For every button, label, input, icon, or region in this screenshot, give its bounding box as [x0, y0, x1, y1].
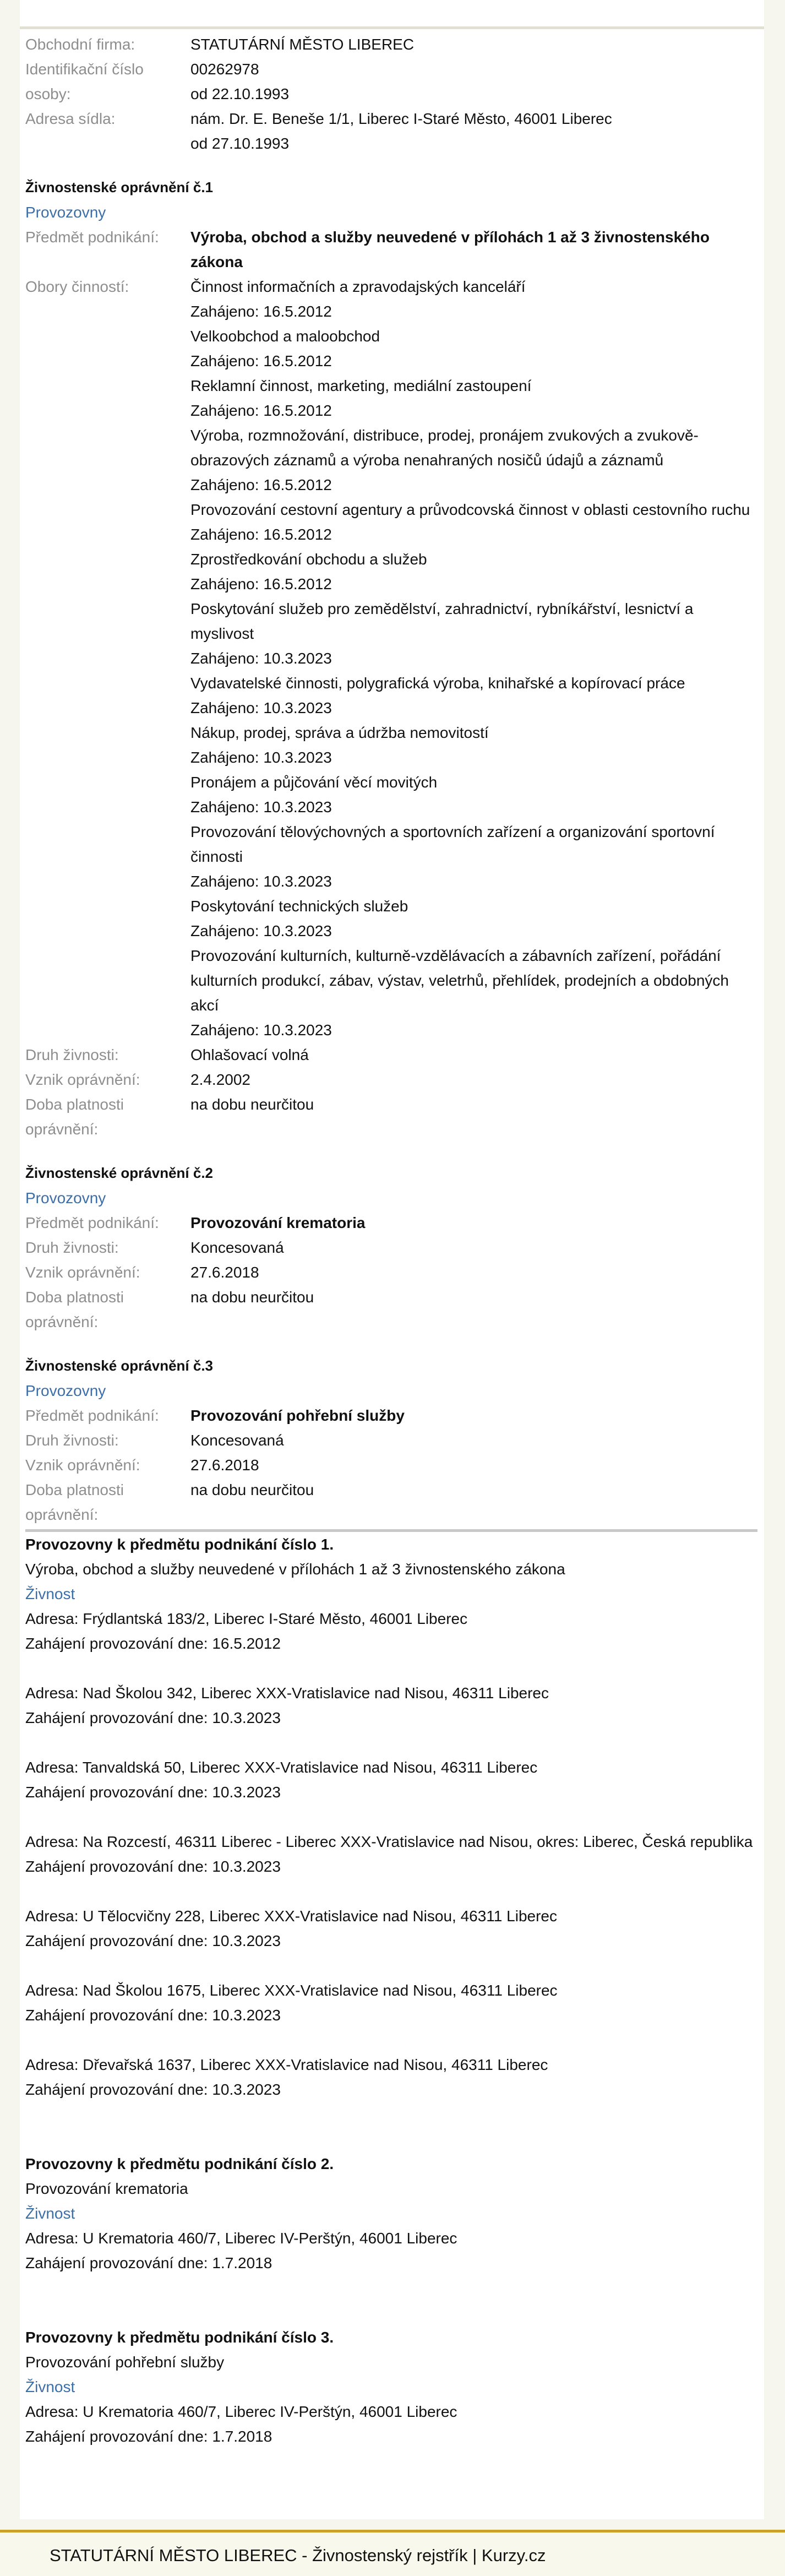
field-label: Obchodní firma: — [25, 36, 135, 53]
type-row — [25, 1235, 757, 1260]
premises-title: Provozovny k předmětu podnikání číslo 2. — [25, 2155, 334, 2172]
field-label: Doba platnosti oprávnění: — [25, 1481, 124, 1523]
trade-type: Ohlašovací volná — [190, 1046, 309, 1063]
license-2 — [25, 1161, 757, 1334]
premises-start: Zahájení provozování dne: 10.3.2023 — [25, 1784, 281, 1801]
premises-address: Adresa: Na Rozcestí, 46311 Liberec - Liberec XXX-Vratislavice nad Nisou, okres: Liberec, Česká republika — [25, 1833, 753, 1850]
activity-name: Poskytování technických služeb — [190, 898, 408, 915]
license-1 — [25, 175, 757, 1142]
activity-name: Velkoobchod a maloobchod — [190, 328, 380, 345]
validity: na dobu neurčitou — [190, 1481, 314, 1498]
business-subject: Provozování krematoria — [190, 1214, 366, 1231]
activity-start: Zahájeno: 16.5.2012 — [190, 303, 332, 320]
premises-subject: Provozování krematoria — [25, 2180, 188, 2197]
activity-start: Zahájeno: 10.3.2023 — [190, 749, 332, 766]
field-label: osoby: — [25, 85, 71, 102]
activity-name: Pronájem a půjčování věcí movitých — [190, 774, 438, 791]
page — [20, 0, 764, 2519]
origin-date: 27.6.2018 — [190, 1264, 259, 1281]
license-3 — [25, 1354, 757, 1527]
origin-row — [25, 1453, 757, 1477]
activity-start: Zahájeno: 10.3.2023 — [190, 798, 332, 816]
field-label: Předmět podnikání: — [25, 1407, 159, 1424]
activity-start: Zahájeno: 10.3.2023 — [190, 922, 332, 939]
activity-start: Zahájeno: 16.5.2012 — [190, 352, 332, 369]
license-title: Živnostenské oprávnění č.2 — [25, 1165, 214, 1181]
activity-start: Zahájeno: 16.5.2012 — [190, 476, 332, 493]
premises-start: Zahájení provozování dne: 10.3.2023 — [25, 1709, 281, 1726]
activity-start: Zahájeno: 10.3.2023 — [190, 873, 332, 890]
field-label: Druh živnosti: — [25, 1432, 119, 1449]
subject-row — [25, 1403, 757, 1428]
top-divider — [20, 26, 764, 29]
company-name: STATUTÁRNÍ MĚSTO LIBEREC — [190, 36, 415, 53]
activity-list — [190, 274, 757, 1042]
premises-section-1 — [25, 1532, 757, 2102]
field-label: Obory činností: — [25, 278, 129, 295]
footer-text: STATUTÁRNÍ MĚSTO LIBEREC - Živnostenský rejstřík | Kurzy.cz — [50, 2546, 546, 2565]
type-row — [25, 1042, 757, 1067]
header-row — [25, 32, 757, 57]
header-row — [25, 131, 757, 156]
license-title: Živnostenské oprávnění č.3 — [25, 1357, 214, 1374]
activity-name: Provozování cestovní agentury a průvodcovská činnost v oblasti cestovního ruchu — [190, 501, 750, 518]
trade-link[interactable]: Živnost — [25, 2205, 75, 2222]
fields-row — [25, 274, 757, 1042]
field-label: Vznik oprávnění: — [25, 1071, 140, 1088]
license-title: Živnostenské oprávnění č.1 — [25, 179, 214, 195]
premises-address: Adresa: U Krematoria 460/7, Liberec IV-Perštýn, 46001 Liberec — [25, 2230, 457, 2247]
premises-address: Adresa: Frýdlantská 183/2, Liberec I-Staré Město, 46001 Liberec — [25, 1610, 468, 1627]
premises-start: Zahájení provozování dne: 10.3.2023 — [25, 1932, 281, 1949]
premises-address: Adresa: Nad Školou 342, Liberec XXX-Vratislavice nad Nisou, 46311 Liberec — [25, 1684, 549, 1702]
field-label: Doba platnosti oprávnění: — [25, 1289, 124, 1330]
premises-address: Adresa: Nad Školou 1675, Liberec XXX-Vratislavice nad Nisou, 46311 Liberec — [25, 1982, 558, 1999]
trade-link[interactable]: Živnost — [25, 2378, 75, 2395]
activity-name: Vydavatelské činnosti, polygrafická výroba, knihařské a kopírovací práce — [190, 675, 685, 692]
premises-start: Zahájení provozování dne: 1.7.2018 — [25, 2428, 272, 2445]
field-label: Předmět podnikání: — [25, 229, 159, 246]
activity-name: Činnost informačních a zpravodajských kanceláří — [190, 278, 526, 295]
subject-row — [25, 225, 757, 274]
premises-title: Provozovny k předmětu podnikání číslo 1. — [25, 1536, 334, 1553]
footer — [0, 2532, 785, 2576]
field-label: Druh živnosti: — [25, 1239, 119, 1256]
premises-subject: Provozování pohřební služby — [25, 2354, 225, 2371]
field-label: Vznik oprávnění: — [25, 1457, 140, 1474]
premises-start: Zahájení provozování dne: 10.3.2023 — [25, 2081, 281, 2098]
trade-type: Koncesovaná — [190, 1239, 284, 1256]
activity-name: Výroba, rozmnožování, distribuce, prodej, pronájem zvukových a zvukově-obrazových záznamů a výroba nenahraných nosičů údajů a záznamů — [190, 427, 699, 469]
header-row — [25, 81, 757, 106]
header-row — [25, 106, 757, 131]
premises-subject: Výroba, obchod a služby neuvedené v přílohách 1 až 3 živnostenského zákona — [25, 1561, 565, 1578]
business-subject: Výroba, obchod a služby neuvedené v přílohách 1 až 3 živnostenského zákona — [190, 229, 710, 270]
premises-start: Zahájení provozování dne: 1.7.2018 — [25, 2254, 272, 2271]
premises-address: Adresa: U Tělocvičny 228, Liberec XXX-Vratislavice nad Nisou, 46311 Liberec — [25, 1907, 557, 1925]
activity-start: Zahájeno: 16.5.2012 — [190, 526, 332, 543]
register-content — [25, 32, 757, 2449]
validity-row — [25, 1285, 757, 1334]
field-label: Předmět podnikání: — [25, 1214, 159, 1231]
trade-type: Koncesovaná — [190, 1432, 284, 1449]
field-label: Adresa sídla: — [25, 110, 116, 127]
origin-row — [25, 1260, 757, 1285]
activity-start: Zahájeno: 10.3.2023 — [190, 1021, 332, 1039]
subject-row — [25, 1210, 757, 1235]
origin-date: 2.4.2002 — [190, 1071, 250, 1088]
field-label: Doba platnosti oprávnění: — [25, 1096, 124, 1138]
activity-start: Zahájeno: 16.5.2012 — [190, 402, 332, 419]
business-subject: Provozování pohřební služby — [190, 1407, 405, 1424]
premises-section-3 — [25, 2325, 757, 2449]
premises-link[interactable]: Provozovny — [25, 204, 106, 221]
seat-since: od 27.10.1993 — [190, 135, 290, 152]
activity-start: Zahájeno: 10.3.2023 — [190, 699, 332, 716]
premises-address: Adresa: Tanvaldská 50, Liberec XXX-Vratislavice nad Nisou, 46311 Liberec — [25, 1759, 538, 1776]
activity-name: Reklamní činnost, marketing, mediální zastoupení — [190, 377, 532, 394]
header-row — [25, 57, 757, 81]
activity-name: Poskytování služeb pro zemědělství, zahradnictví, rybníkářství, lesnictví a myslivost — [190, 600, 694, 642]
activity-name: Nákup, prodej, správa a údržba nemovitostí — [190, 724, 489, 741]
seat-address: nám. Dr. E. Beneše 1/1, Liberec I-Staré Město, 46001 Liberec — [190, 110, 612, 127]
field-label: Druh živnosti: — [25, 1046, 119, 1063]
activity-start: Zahájeno: 10.3.2023 — [190, 650, 332, 667]
premises-link[interactable]: Provozovny — [25, 1382, 106, 1399]
premises-link[interactable]: Provozovny — [25, 1189, 106, 1207]
premises-start: Zahájení provozování dne: 10.3.2023 — [25, 2007, 281, 2024]
premises-title: Provozovny k předmětu podnikání číslo 3. — [25, 2329, 334, 2346]
origin-date: 27.6.2018 — [190, 1457, 259, 1474]
validity: na dobu neurčitou — [190, 1096, 314, 1113]
activity-name: Zprostředkování obchodu a služeb — [190, 551, 427, 568]
validity-row — [25, 1477, 757, 1527]
id-since: od 22.10.1993 — [190, 85, 290, 102]
activity-start: Zahájeno: 16.5.2012 — [190, 575, 332, 593]
company-header — [25, 32, 757, 156]
origin-row — [25, 1067, 757, 1092]
activity-name: Provozování kulturních, kulturně-vzdělávacích a zábavních zařízení, pořádání kulturních produkcí, zábav, výstav, veletrhů, přehlídek, prodejních a obdobných akcí — [190, 947, 729, 1014]
premises-start: Zahájení provozování dne: 10.3.2023 — [25, 1858, 281, 1875]
activity-name: Provozování tělovýchovných a sportovních zařízení a organizování sportovní činnosti — [190, 823, 715, 865]
premises-start: Zahájení provozování dne: 16.5.2012 — [25, 1635, 281, 1652]
field-label — [25, 131, 190, 156]
type-row — [25, 1428, 757, 1453]
company-id: 00262978 — [190, 61, 259, 78]
premises-address: Adresa: U Krematoria 460/7, Liberec IV-Perštýn, 46001 Liberec — [25, 2403, 457, 2420]
premises-section-2 — [25, 2151, 757, 2275]
validity: na dobu neurčitou — [190, 1289, 314, 1306]
validity-row — [25, 1092, 757, 1142]
trade-link[interactable]: Živnost — [25, 1585, 75, 1602]
premises-address: Adresa: Dřevařská 1637, Liberec XXX-Vratislavice nad Nisou, 46311 Liberec — [25, 2056, 548, 2073]
field-label: Identifikační číslo — [25, 61, 144, 78]
field-label: Vznik oprávnění: — [25, 1264, 140, 1281]
